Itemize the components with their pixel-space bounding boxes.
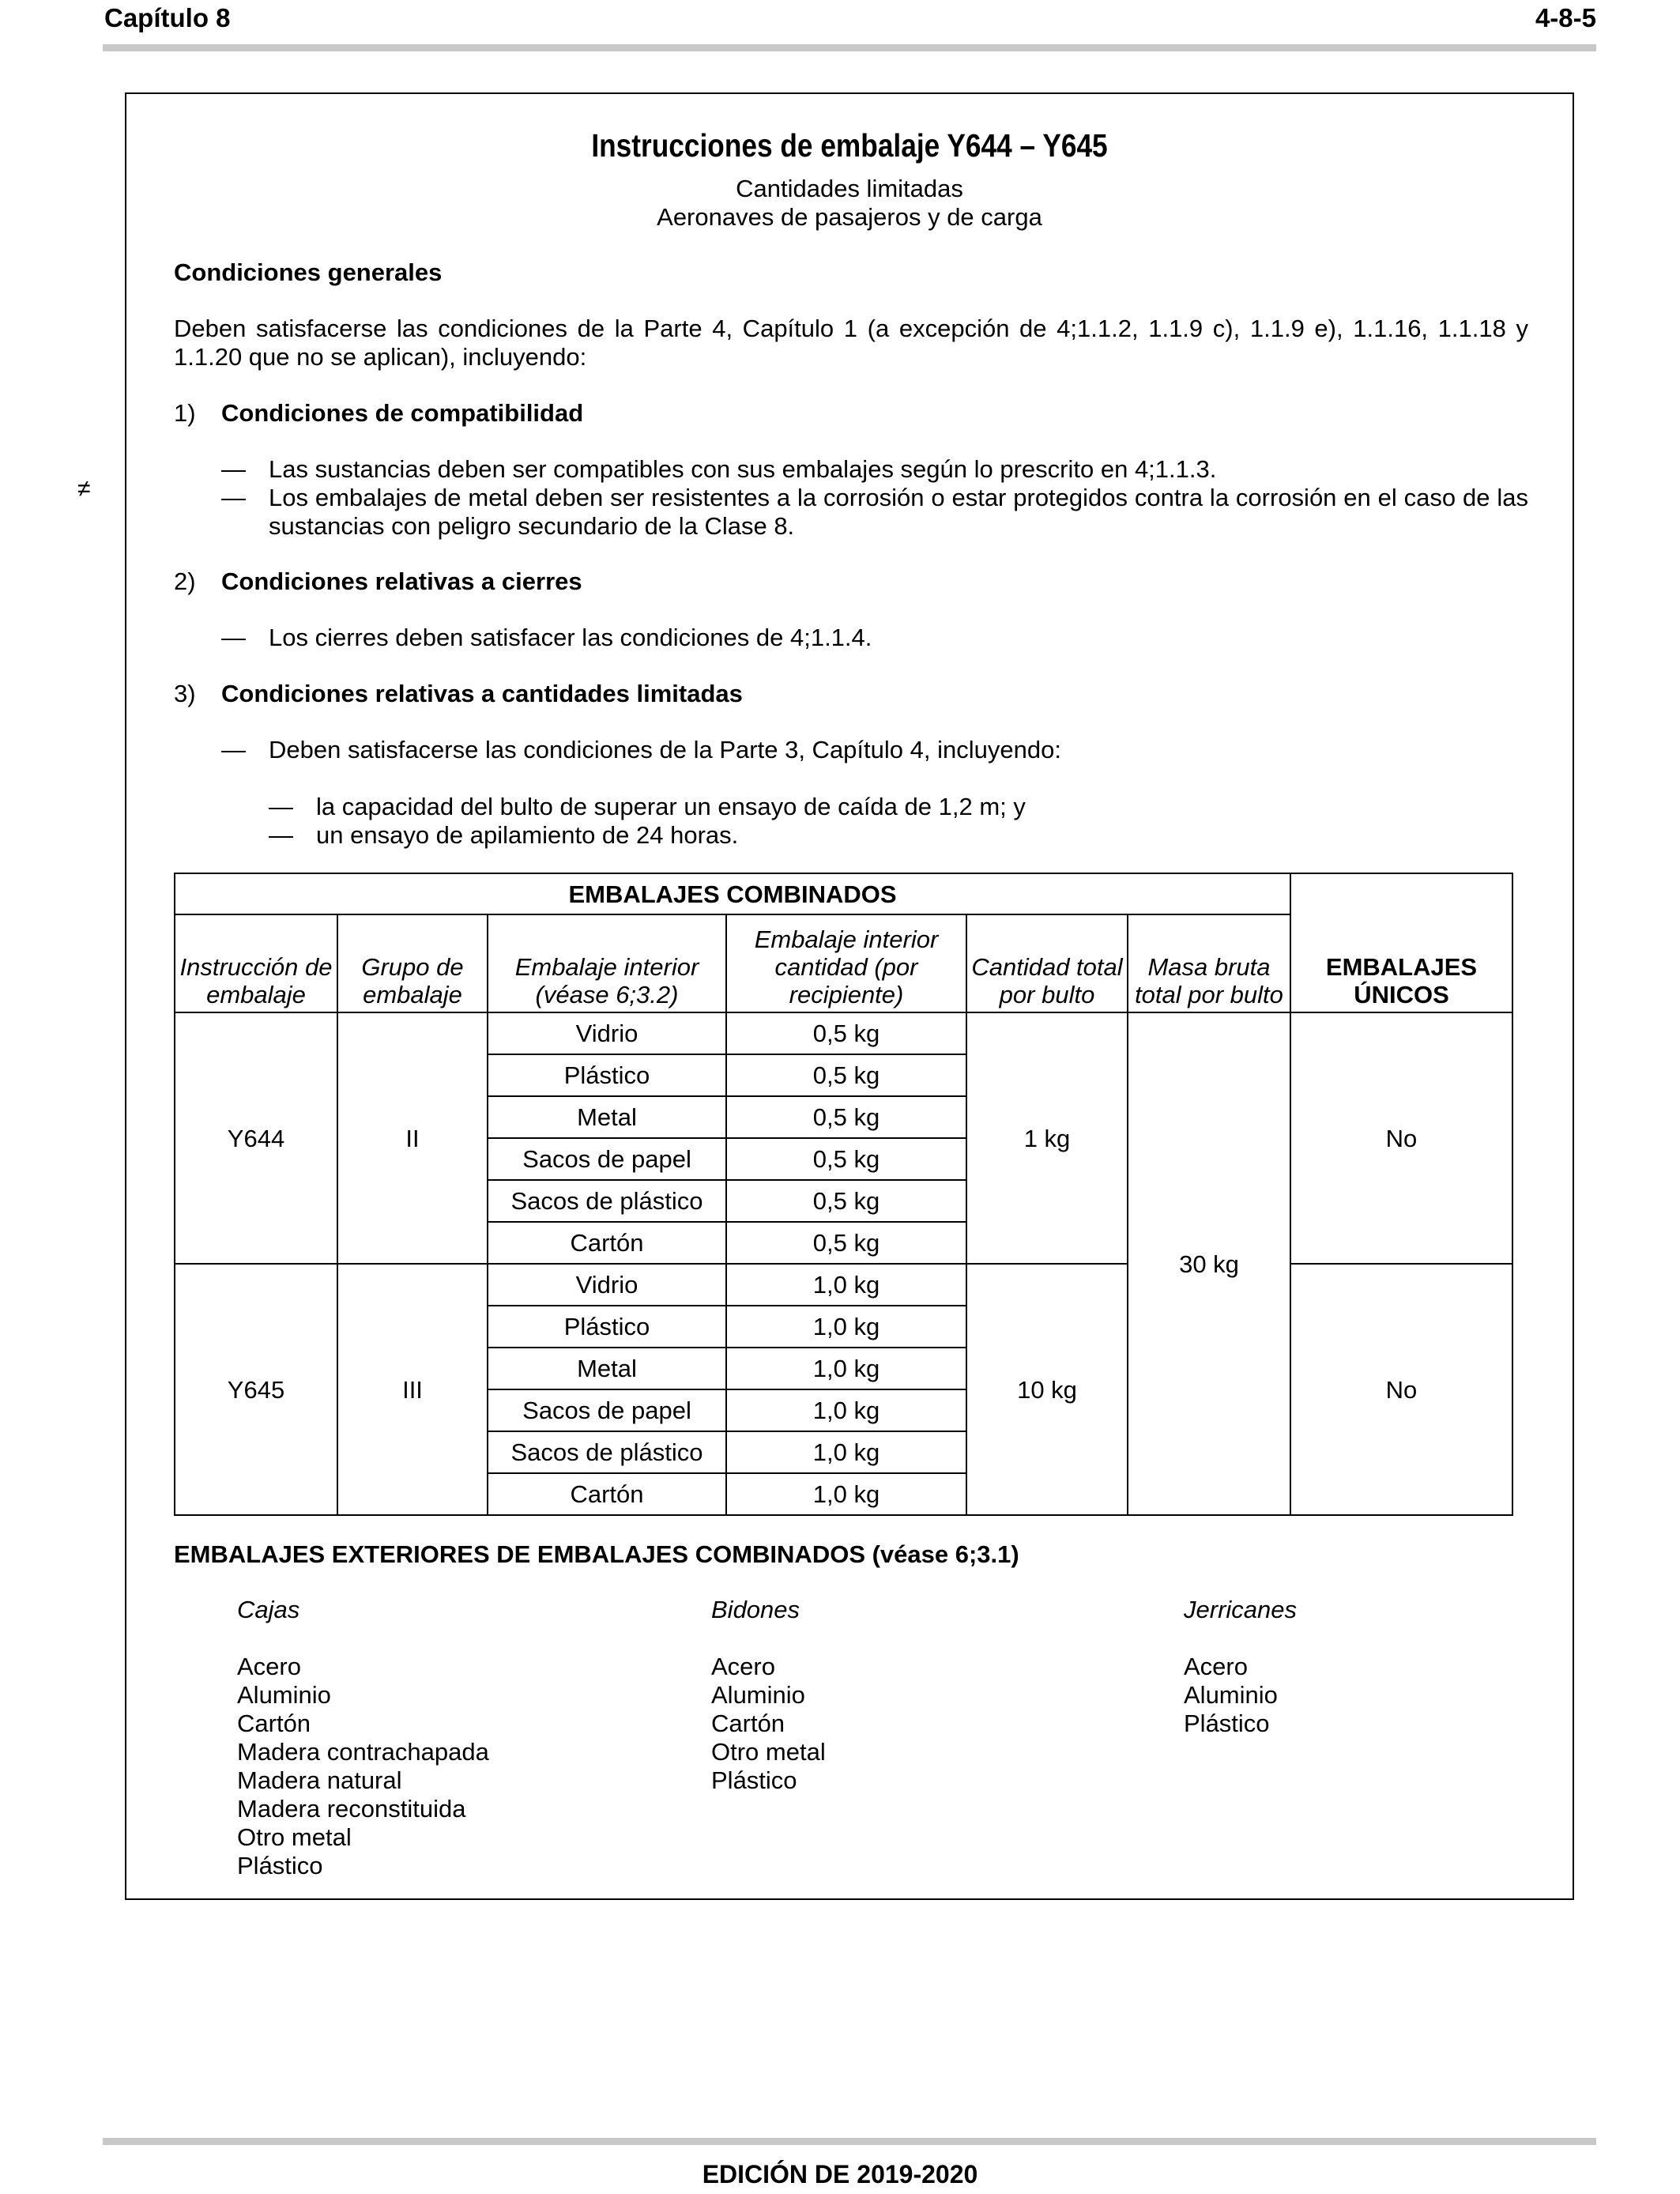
list-item: Los embalajes de metal deben ser resistentes a la corrosión o estar protegidos contra la corrosión en el caso de las sustancias con peligro secundario de la Clase 8.	[269, 484, 1528, 540]
table-row	[175, 1012, 1512, 1054]
dash-marker: —	[221, 484, 246, 511]
dash-marker: —	[221, 455, 246, 483]
inner-quantity-cell: 1,0 kg	[726, 1473, 966, 1515]
page-title: Instrucciones de embalaje Y644 – Y645	[591, 127, 1108, 164]
outer-column-boxes	[237, 1596, 489, 1880]
inner-packaging-cell: Metal	[488, 1348, 726, 1389]
list-item: Plástico	[1184, 1710, 1270, 1737]
single-packagings-header: EMBALAJES ÚNICOS	[1290, 873, 1512, 1012]
footer-rule	[103, 2138, 1596, 2145]
list-item: Acero	[237, 1653, 301, 1680]
column-header-total-quantity: Cantidad total por bulto	[966, 914, 1128, 1012]
dash-marker: —	[269, 821, 293, 849]
inner-quantity-cell: 0,5 kg	[726, 1138, 966, 1180]
general-conditions-text: Deben satisfacerse las condiciones de la Parte 4, Capítulo 1 (a excepción de 4;1.1.2, 1.1.9 c), 1.1.9 e), 1.1.16, 1.1.18 y 1.1.20 que no se aplican), incluyendo:	[174, 315, 1528, 371]
list-item: Otro metal	[237, 1823, 352, 1851]
list-item: Los cierres deben satisfacer las condiciones de 4;1.1.4.	[269, 624, 872, 651]
single-packaging-cell: No	[1290, 1264, 1512, 1515]
section-2-title: Condiciones relativas a cierres	[221, 567, 582, 595]
column-header-inner-quantity: Embalaje interior cantidad (por recipiente)	[726, 914, 966, 1012]
list-item: Madera natural	[237, 1766, 402, 1794]
inner-packaging-cell: Cartón	[488, 1222, 726, 1264]
inner-quantity-cell: 1,0 kg	[726, 1348, 966, 1389]
inner-quantity-cell: 1,0 kg	[726, 1389, 966, 1431]
outer-packagings-heading: EMBALAJES EXTERIORES DE EMBALAJES COMBINADOS (véase 6;3.1)	[174, 1540, 1019, 1568]
section-1-number: 1)	[174, 399, 196, 427]
page-number: 4-8-5	[1535, 3, 1596, 32]
column-header-instruction: Instrucción de embalaje	[175, 914, 337, 1012]
list-item: Acero	[1184, 1653, 1248, 1680]
sub-list-item: la capacidad del bulto de superar un ensayo de caída de 1,2 m; y	[316, 793, 1026, 820]
combined-packagings-header: EMBALAJES COMBINADOS	[175, 873, 1290, 914]
inner-packaging-cell: Plástico	[488, 1306, 726, 1348]
column-title: Cajas	[237, 1596, 300, 1623]
list-item: Las sustancias deben ser compatibles con sus embalajes según lo prescrito en 4;1.1.3.	[269, 455, 1217, 483]
section-3-number: 3)	[174, 680, 196, 707]
inner-quantity-cell: 0,5 kg	[726, 1096, 966, 1138]
dash-marker: —	[221, 736, 246, 763]
general-conditions-heading: Condiciones generales	[174, 258, 443, 286]
list-item: Aluminio	[1184, 1681, 1278, 1709]
packing-group-cell: III	[337, 1264, 488, 1515]
list-item: Otro metal	[711, 1738, 826, 1766]
list-item: Cartón	[237, 1710, 311, 1737]
list-item: Cartón	[711, 1710, 785, 1737]
inner-packaging-cell: Sacos de papel	[488, 1138, 726, 1180]
header-rule	[103, 44, 1596, 51]
dash-marker: —	[269, 793, 293, 820]
inner-quantity-cell: 1,0 kg	[726, 1264, 966, 1306]
list-item: Madera contrachapada	[237, 1738, 489, 1766]
subtitle-aircraft: Aeronaves de pasajeros y de carga	[657, 203, 1042, 231]
inner-packaging-cell: Sacos de plástico	[488, 1180, 726, 1222]
inner-packaging-cell: Plástico	[488, 1054, 726, 1096]
inner-quantity-cell: 0,5 kg	[726, 1012, 966, 1054]
inner-quantity-cell: 1,0 kg	[726, 1431, 966, 1473]
section-2-number: 2)	[174, 567, 196, 595]
column-header-packing-group: Grupo de embalaje	[337, 914, 488, 1012]
list-item: Plástico	[237, 1852, 323, 1879]
list-item: Aluminio	[711, 1681, 805, 1709]
total-quantity-cell: 1 kg	[966, 1012, 1128, 1264]
instruction-cell: Y644	[175, 1012, 337, 1264]
section-1-title: Condiciones de compatibilidad	[221, 399, 584, 427]
chapter-label: Capítulo 8	[104, 3, 231, 32]
inner-packaging-cell: Sacos de papel	[488, 1389, 726, 1431]
list-item: Madera reconstituida	[237, 1795, 466, 1823]
edition-footer: EDICIÓN DE 2019-2020	[702, 2160, 978, 2188]
packing-table	[174, 873, 1513, 1516]
single-packaging-cell: No	[1290, 1012, 1512, 1264]
section-3-title: Condiciones relativas a cantidades limitadas	[221, 680, 743, 707]
column-header-gross-mass: Masa bruta total por bulto	[1128, 914, 1290, 1012]
outer-column-drums	[711, 1596, 826, 1795]
inner-packaging-cell: Vidrio	[488, 1012, 726, 1054]
list-item: Aluminio	[237, 1681, 331, 1709]
table-row	[175, 1264, 1512, 1306]
column-title: Jerricanes	[1184, 1596, 1297, 1623]
subtitle-limited-quantities: Cantidades limitadas	[736, 175, 963, 202]
gross-mass-cell: 30 kg	[1128, 1012, 1290, 1515]
inner-quantity-cell: 0,5 kg	[726, 1180, 966, 1222]
total-quantity-cell: 10 kg	[966, 1264, 1128, 1515]
inner-packaging-cell: Cartón	[488, 1473, 726, 1515]
instruction-cell: Y645	[175, 1264, 337, 1515]
inner-quantity-cell: 0,5 kg	[726, 1222, 966, 1264]
inner-packaging-cell: Metal	[488, 1096, 726, 1138]
outer-column-jerricans	[1184, 1596, 1297, 1738]
packing-group-cell: II	[337, 1012, 488, 1264]
column-header-inner-packaging: Embalaje interior (véase 6;3.2)	[488, 914, 726, 1012]
inner-packaging-cell: Sacos de plástico	[488, 1431, 726, 1473]
sub-list-item: un ensayo de apilamiento de 24 horas.	[316, 821, 739, 849]
inner-packaging-cell: Vidrio	[488, 1264, 726, 1306]
inner-quantity-cell: 0,5 kg	[726, 1054, 966, 1096]
list-item: Deben satisfacerse las condiciones de la Parte 3, Capítulo 4, incluyendo:	[269, 736, 1061, 763]
list-item: Plástico	[711, 1766, 797, 1794]
change-mark: ≠	[77, 476, 91, 502]
dash-marker: —	[221, 624, 246, 651]
list-item: Acero	[711, 1653, 775, 1680]
inner-quantity-cell: 1,0 kg	[726, 1306, 966, 1348]
instruction-frame	[125, 92, 1574, 1900]
column-title: Bidones	[711, 1596, 800, 1623]
